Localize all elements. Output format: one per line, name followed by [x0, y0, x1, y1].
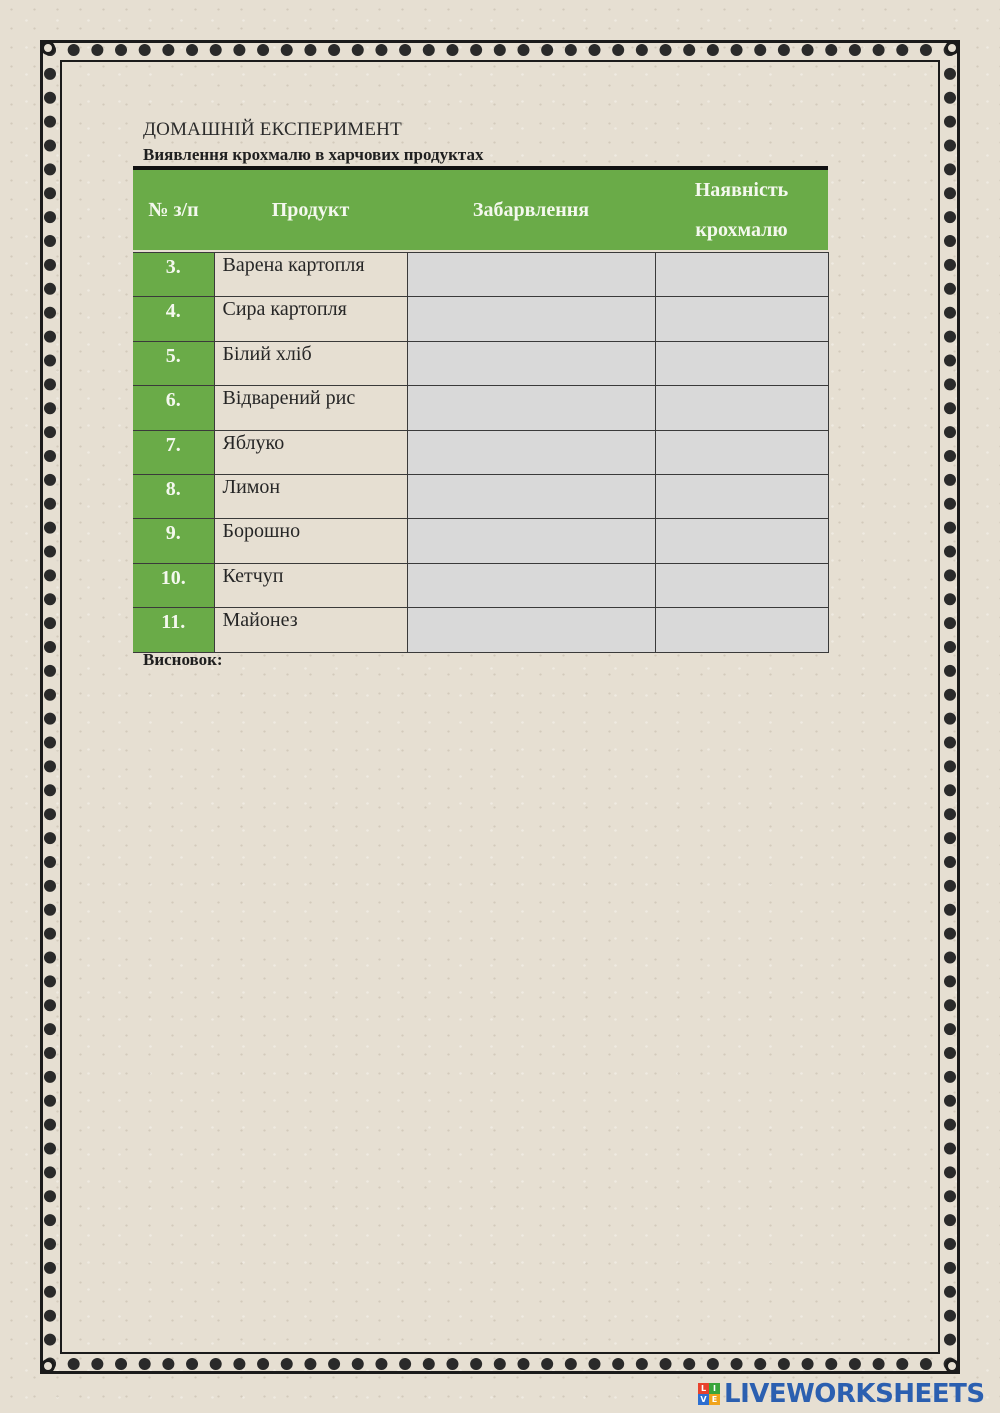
- logo-letter: E: [709, 1394, 720, 1405]
- starch-answer-cell[interactable]: [655, 253, 828, 297]
- row-number: 3.: [133, 253, 214, 297]
- table-row: [133, 608, 828, 652]
- color-answer-cell[interactable]: [407, 474, 655, 518]
- header-number: № з/п: [133, 170, 214, 250]
- starch-answer-cell[interactable]: [655, 519, 828, 563]
- liveworksheets-logo-icon: [698, 1383, 720, 1405]
- header-product: Продукт: [214, 170, 407, 250]
- row-number: 6.: [133, 386, 214, 430]
- color-answer-cell[interactable]: [407, 430, 655, 474]
- row-product: Сира картопля: [214, 297, 407, 341]
- starch-answer-cell[interactable]: [655, 563, 828, 607]
- starch-answer-cell[interactable]: [655, 297, 828, 341]
- starch-answer-cell[interactable]: [655, 430, 828, 474]
- table-row: [133, 474, 828, 518]
- table-row: [133, 563, 828, 607]
- row-number: 9.: [133, 519, 214, 563]
- document-title: ДОМАШНІЙ ЕКСПЕРИМЕНТ: [143, 119, 402, 140]
- header-starch: [655, 170, 828, 250]
- row-product: Варена картопля: [214, 253, 407, 297]
- color-answer-cell[interactable]: [407, 297, 655, 341]
- starch-answer-cell[interactable]: [655, 474, 828, 518]
- table-row: [133, 341, 828, 385]
- color-answer-cell[interactable]: [407, 563, 655, 607]
- row-product: Білий хліб: [214, 341, 407, 385]
- header-color: Забарвлення: [407, 170, 655, 250]
- table-row: [133, 386, 828, 430]
- row-product: Яблуко: [214, 430, 407, 474]
- row-number: 10.: [133, 563, 214, 607]
- border-corner-ring: [945, 1359, 959, 1373]
- row-number: 7.: [133, 430, 214, 474]
- logo-letter: L: [698, 1383, 709, 1394]
- row-product: Кетчуп: [214, 563, 407, 607]
- experiment-table: [133, 170, 829, 653]
- header-starch-line1: Наявність: [694, 179, 789, 201]
- document-subtitle: Виявлення крохмалю в харчових продуктах: [143, 145, 484, 164]
- table-header-row: [133, 170, 828, 250]
- starch-answer-cell[interactable]: [655, 341, 828, 385]
- starch-answer-cell[interactable]: [655, 386, 828, 430]
- table-row: [133, 519, 828, 563]
- row-number: 5.: [133, 341, 214, 385]
- brand-wordmark: LIVEWORKSHEETS: [724, 1379, 985, 1409]
- row-number: 4.: [133, 297, 214, 341]
- row-number: 8.: [133, 474, 214, 518]
- conclusion-label: Висновок:: [143, 650, 223, 669]
- table-row: [133, 430, 828, 474]
- row-product: Борошно: [214, 519, 407, 563]
- border-corner-ring: [945, 41, 959, 55]
- border-corner-ring: [41, 41, 55, 55]
- border-corner-ring: [41, 1359, 55, 1373]
- logo-letter: V: [698, 1394, 709, 1405]
- table-row: [133, 297, 828, 341]
- row-product: Відварений рис: [214, 386, 407, 430]
- color-answer-cell[interactable]: [407, 341, 655, 385]
- color-answer-cell[interactable]: [407, 386, 655, 430]
- row-product: Лимон: [214, 474, 407, 518]
- table-row: [133, 253, 828, 297]
- color-answer-cell[interactable]: [407, 519, 655, 563]
- row-product: Майонез: [214, 608, 407, 652]
- color-answer-cell[interactable]: [407, 253, 655, 297]
- header-starch-line2: крохмалю: [695, 219, 788, 241]
- starch-answer-cell[interactable]: [655, 608, 828, 652]
- logo-letter: I: [709, 1383, 720, 1394]
- color-answer-cell[interactable]: [407, 608, 655, 652]
- liveworksheets-brand: [698, 1376, 985, 1412]
- row-number: 11.: [133, 608, 214, 652]
